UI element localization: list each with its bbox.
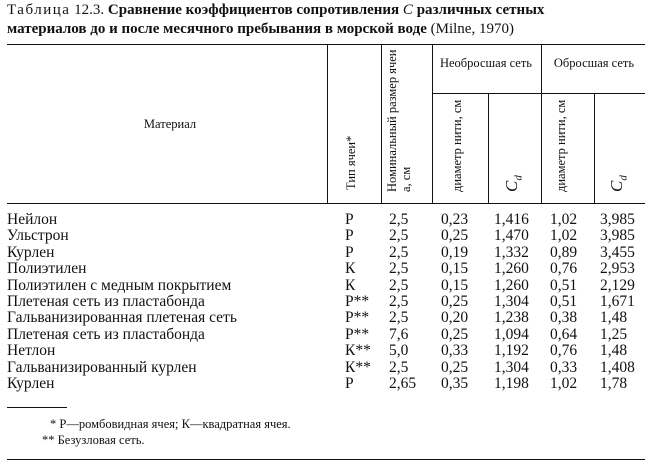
- cell-mesh-type: К**: [345, 342, 371, 360]
- cell-diameter-fouled: 0,51: [550, 293, 578, 310]
- cell-diameter-fouled: 0,51: [550, 276, 578, 294]
- header-cd-clean: $C_d$: [502, 175, 525, 192]
- divider-groups: [541, 44, 542, 203]
- divider-clean-sub: [488, 93, 489, 203]
- cell-cd-clean: 1,304: [494, 358, 529, 376]
- header-thread-diameter-fouled: диаметр нити, см: [554, 99, 568, 192]
- table-row: [0, 244, 650, 262]
- cell-cd-fouled: 2,953: [600, 260, 635, 278]
- cell-mesh-size: 2,5: [389, 293, 409, 310]
- caption-number: 12.3.: [74, 2, 105, 18]
- cell-mesh-size: 7,6: [389, 325, 409, 343]
- table-row: [0, 293, 650, 311]
- header-fouled-net: Обросшая сеть: [553, 56, 635, 70]
- cell-material: Полиэтилен с медным покрытием: [7, 276, 232, 294]
- cell-diameter-clean: 0,23: [441, 211, 469, 228]
- cell-mesh-type: Р: [345, 375, 354, 392]
- table-row: [0, 260, 650, 278]
- cell-mesh-size: 2,5: [389, 243, 409, 261]
- cell-diameter-fouled: 0,76: [550, 260, 578, 278]
- cell-mesh-size: 2,5: [389, 227, 409, 245]
- divider-material: [327, 44, 328, 203]
- header-cd-fouled: $C_d$: [607, 175, 630, 192]
- cell-material: Гальванизированная плетеная сеть: [7, 309, 237, 327]
- caption-source: (Milne, 1970): [430, 21, 514, 37]
- cell-diameter-clean: 0,25: [441, 325, 469, 343]
- cell-mesh-type: К**: [345, 358, 371, 376]
- table-row: [0, 375, 650, 393]
- cell-cd-clean: 1,332: [494, 243, 529, 261]
- cell-mesh-type: Р**: [345, 293, 370, 310]
- caption-label: Таблица: [7, 2, 71, 18]
- caption-title-a: Сравнение коэффициентов сопротивления: [107, 2, 400, 18]
- cell-material: Нетлон: [7, 342, 56, 360]
- cell-diameter-clean: 0,35: [441, 375, 469, 392]
- cell-cd-fouled: 1,48: [600, 342, 628, 360]
- cell-cd-fouled: 1,25: [600, 325, 628, 343]
- cell-diameter-clean: 0,25: [441, 293, 469, 310]
- cell-material: Плетеная сеть из пластабонда: [7, 293, 205, 310]
- header-thread-diameter-clean: диаметр нити, см: [450, 99, 464, 192]
- cell-cd-fouled: 2,129: [600, 276, 635, 294]
- cell-diameter-clean: 0,19: [441, 243, 469, 261]
- page-bottom-rule: [7, 459, 645, 460]
- header-bottom-rule: [7, 203, 645, 204]
- cell-cd-clean: 1,304: [494, 293, 529, 310]
- cell-cd-fouled: 1,671: [600, 293, 635, 310]
- divider-fouled-sub: [594, 93, 595, 203]
- table-row: [0, 342, 650, 360]
- cell-cd-clean: 1,260: [494, 276, 529, 294]
- cell-material: Курлен: [7, 243, 55, 261]
- table-row: [0, 211, 650, 229]
- header-top-rule: [7, 44, 645, 45]
- cell-mesh-type: Р**: [345, 325, 370, 343]
- cell-cd-fouled: 1,408: [600, 358, 635, 376]
- cell-diameter-clean: 0,25: [441, 358, 469, 376]
- cell-material: Плетеная сеть из пластабонда: [7, 325, 205, 343]
- cell-material: Ульстрон: [7, 227, 69, 245]
- cell-mesh-type: Р: [345, 243, 354, 261]
- cell-diameter-clean: 0,15: [441, 260, 469, 278]
- cell-diameter-fouled: 0,64: [550, 325, 578, 343]
- cell-cd-fouled: 3,985: [600, 227, 635, 245]
- cell-diameter-fouled: 1,02: [550, 227, 578, 245]
- cell-mesh-size: 2,5: [389, 358, 409, 376]
- cell-mesh-type: Р: [345, 227, 354, 245]
- cell-cd-clean: 1,094: [494, 325, 529, 343]
- header-mesh-size: Номинальный размер ячеи a, см: [385, 49, 413, 192]
- table-row: [0, 326, 650, 344]
- cell-mesh-type: Р: [345, 211, 354, 228]
- caption-title-b: различных сетных: [416, 2, 545, 18]
- cell-mesh-type: Р**: [345, 309, 370, 327]
- cell-diameter-fouled: 0,38: [550, 309, 578, 327]
- table-caption: [7, 1, 647, 39]
- cell-mesh-size: 2,5: [389, 276, 409, 294]
- cell-diameter-clean: 0,15: [441, 276, 469, 294]
- cell-material: Полиэтилен: [7, 260, 87, 278]
- cell-diameter-fouled: 0,76: [550, 342, 578, 360]
- cell-diameter-fouled: 1,02: [550, 375, 578, 392]
- cell-diameter-clean: 0,25: [441, 227, 469, 245]
- header-mesh-type: Тип ячеи*: [344, 135, 358, 190]
- cell-cd-clean: 1,192: [494, 342, 529, 360]
- cell-mesh-type: К: [345, 276, 356, 294]
- cell-cd-fouled: 1,78: [600, 375, 628, 392]
- cell-material: Нейлон: [7, 211, 58, 228]
- footnote-rule: [7, 407, 67, 408]
- header-clean-net: Необросшая сеть: [439, 56, 532, 70]
- cell-material: Курлен: [7, 375, 55, 392]
- table-row: [0, 277, 650, 295]
- cell-diameter-fouled: 0,89: [550, 243, 578, 261]
- table-row: [0, 359, 650, 377]
- cell-cd-fouled: 3,985: [600, 211, 635, 228]
- cell-cd-clean: 1,416: [494, 211, 529, 228]
- cell-diameter-clean: 0,20: [441, 309, 469, 327]
- cell-mesh-size: 2,5: [389, 211, 409, 228]
- cell-cd-clean: 1,470: [494, 227, 529, 245]
- group-header-rule: [432, 93, 645, 94]
- divider-type: [381, 44, 382, 203]
- table-row: [0, 309, 650, 327]
- caption-title-line2: материалов до и после месячного пребывания в морской воде: [7, 21, 427, 37]
- cell-mesh-size: 2,5: [389, 260, 409, 278]
- cell-cd-clean: 1,198: [494, 375, 529, 392]
- cell-cd-clean: 1,260: [494, 260, 529, 278]
- cell-diameter-clean: 0,33: [441, 342, 469, 360]
- cell-mesh-size: 2,5: [389, 309, 409, 327]
- footnote-knotless: ** Безузловая сеть.: [42, 433, 145, 447]
- cell-cd-fouled: 3,455: [600, 243, 635, 261]
- cell-diameter-fouled: 1,02: [550, 211, 578, 228]
- cell-mesh-type: К: [345, 260, 356, 278]
- footnote-mesh-type: * Р—ромбовидная ячея; К—квадратная ячея.: [50, 417, 291, 431]
- cell-diameter-fouled: 0,33: [550, 358, 578, 376]
- divider-size: [432, 44, 433, 203]
- table-row: [0, 227, 650, 245]
- cell-cd-fouled: 1,48: [600, 309, 628, 327]
- cell-cd-clean: 1,238: [494, 309, 529, 327]
- cell-mesh-size: 5,0: [389, 342, 409, 360]
- cell-mesh-size: 2,65: [389, 375, 417, 392]
- caption-symbol: C: [402, 2, 413, 18]
- header-material: Материал: [143, 117, 197, 131]
- cell-material: Гальванизированный курлен: [7, 358, 197, 376]
